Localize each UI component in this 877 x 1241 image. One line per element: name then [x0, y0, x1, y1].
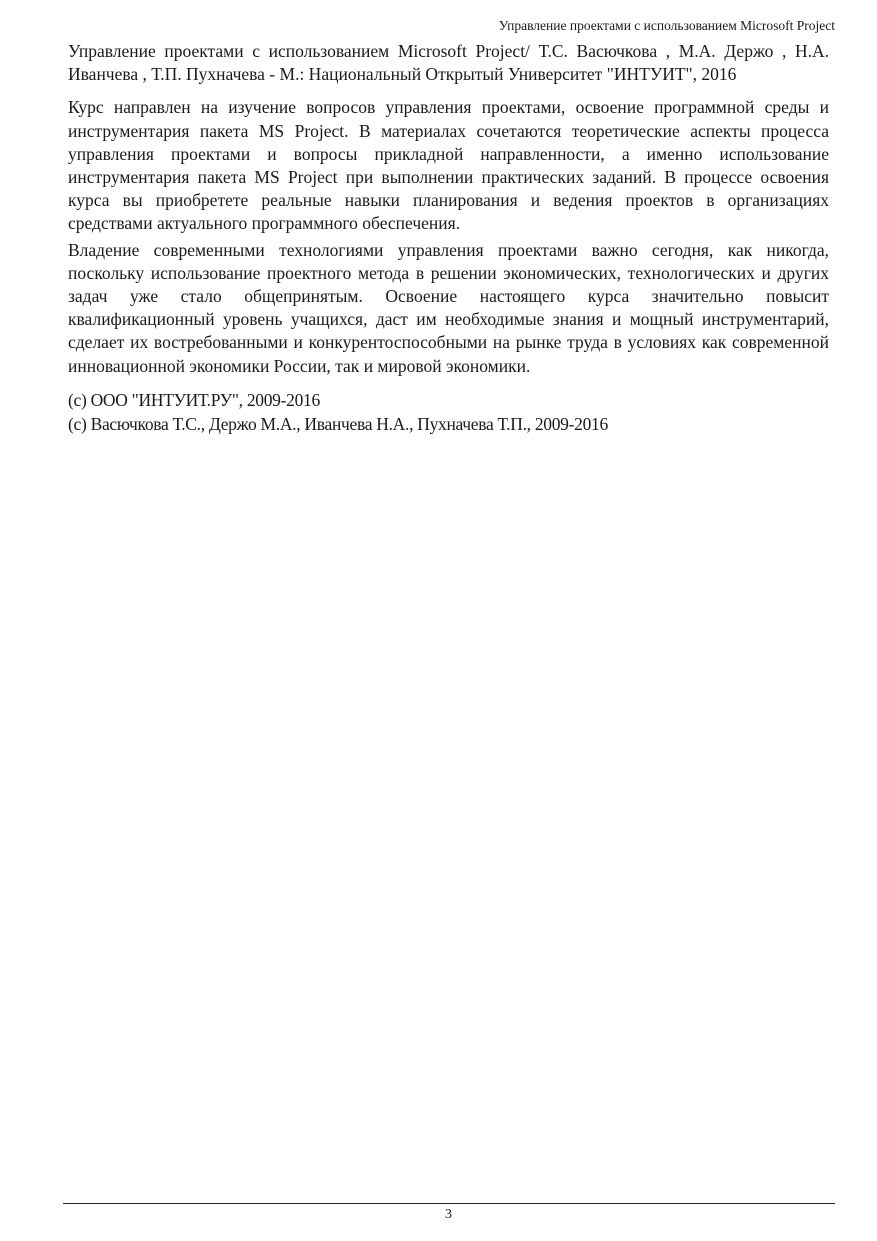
bibliographic-citation: Управление проектами с использованием Microsoft Project/ Т.С. Васючкова , М.А. Держо , Н.А. Иванчева , Т.П. Пухначева - М.: Национальный Открытый Университет "ИНТУИТ", 2016 [68, 41, 829, 85]
page-number: 3 [445, 1207, 452, 1222]
footer-divider [63, 1203, 835, 1204]
abstract-paragraph-1: Курс направлен на изучение вопросов управления проектами, освоение программной среды и инструментария пакета MS Project. В материалах сочетаются теоретические аспекты процесса управления проектами и вопросы прикладной направленности, а именно использование инструментария пакета MS Project при выполнении практических заданий. В процессе освоения курса вы приобретете реальные навыки планирования и ведения проектов в организациях средствами актуального программного обеспечения. [68, 97, 829, 234]
running-header: Управление проектами с использованием Microsoft Project [498, 18, 835, 33]
copyright-authors: (c) Васючкова Т.С., Держо М.А., Иванчева Н.А., Пухначева Т.П., 2009-2016 [68, 413, 608, 434]
copyright-publisher: (c) ООО "ИНТУИТ.РУ", 2009-2016 [68, 389, 320, 410]
abstract-paragraph-2: Владение современными технологиями управления проектами важно сегодня, как никогда, поскольку использование проектного метода в решении экономических, технологических и других задач уже стало общепринятым. Освоение настоящего курса значительно повысит квалификационный уровень учащихся, даст им необходимые знания и мощный инструментарий, сделает их востребованными и конкурентоспособными на рынке труда в условиях как современной инновационной экономики России, так и мировой экономики. [68, 239, 829, 376]
page-body [68, 40, 829, 436]
